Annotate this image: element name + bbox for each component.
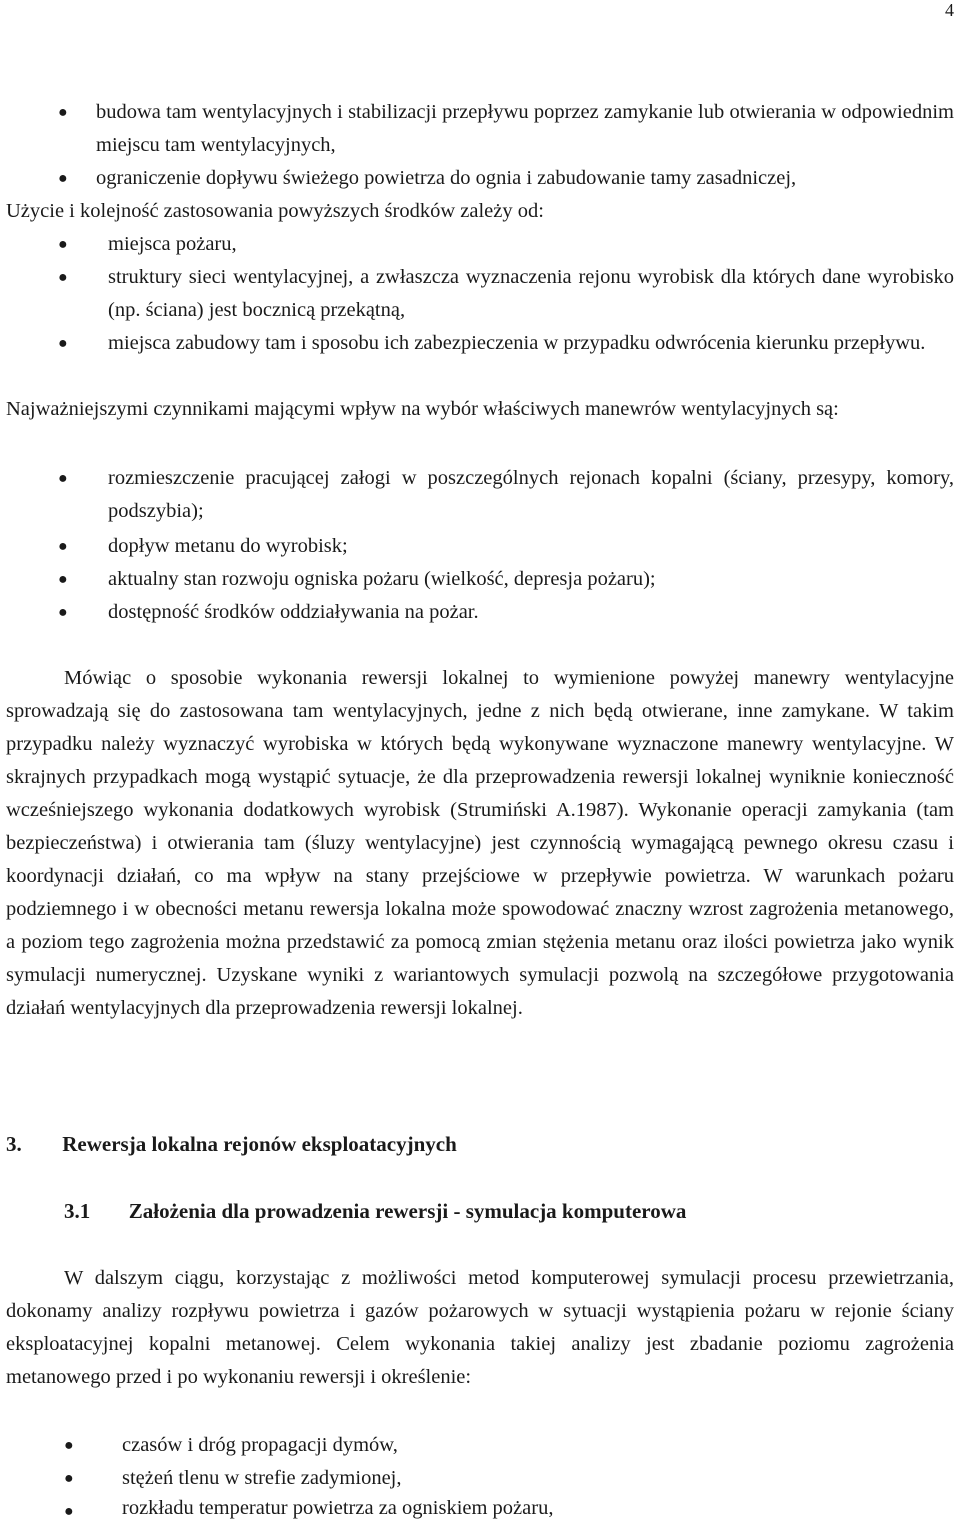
section-title: Założenia dla prowadzenia rewersji - symulacja komputerowa: [128, 1199, 687, 1223]
list-item: ograniczenie dopływu świeżego powietrza do ognia i zabudowanie tamy zasadniczej,: [96, 167, 797, 189]
list-item: struktury sieci wentylacyjnej, a zwłaszcza wyznaczenia rejonu wyrobisk dla których dane wyrobisko (np. ściana) jest bocznicą przekątną,: [108, 266, 954, 321]
bullet-icon: ●: [58, 470, 68, 487]
bullet-icon: ●: [58, 170, 68, 187]
list-item: miejsca zabudowy tam i sposobu ich zabezpieczenia w przypadku odwrócenia kierunku przepływu.: [108, 332, 926, 354]
page-number: 4: [945, 0, 954, 20]
bullet-icon: ●: [58, 571, 68, 588]
list-item: czasów i dróg propagacji dymów,: [122, 1434, 398, 1456]
list-item: rozkładu temperatur powietrza za ogniskiem pożaru,: [122, 1497, 554, 1519]
paragraph-main: Mówiąc o sposobie wykonania rewersji lokalnej to wymienione powyżej manewry wentylacyjne sprowadzają się do zastosowana tam wentylacyjnych, jedne z nich będą otwierane, inne zamykane. W takim przypadku należy wyznaczyć wyrobiska w których będą wykonywane wyznaczone manewry wentylacyjne. W skrajnych przypadkach mogą wystąpić sytuacje, że dla przeprowadzenia rewersji lokalnej wyniknie konieczność wcześniejszego wykonania dodatkowych wyrobisk (Strumiński A.1987). Wykonanie operacji zamykania (tam bezpieczeństwa) i otwierania tam (śluzy wentylacyjne) jest czynnością wymagającą pewnego okresu czasu i koordynacji działań, co ma wpływ na stany przejściowe w przepływie powietrza. W warunkach pożaru podziemnego i w obecności metanu rewersja lokalna może spowodować znaczny wzrost zagrożenia metanowego, a poziom tego zagrożenia można przedstawić za pomocą zmian stężenia metanu oraz ilości powietrza jako wynik symulacji numerycznej. Uzyskane wyniki z wariantowych symulacji pozwolą na szczegółowe przygotowania działań wentylacyjnych dla przeprowadzenia rewersji lokalnej.: [6, 667, 954, 1019]
section-heading-3-1: [64, 1195, 686, 1228]
list-item: dostępność środków oddziaływania na pożar.: [108, 601, 479, 623]
list-item: budowa tam wentylacyjnych i stabilizacji przepływu poprzez zamykanie lub otwierania w odpowiednim miejscu tam wentylacyjnych,: [96, 101, 954, 156]
section-title: Rewersja lokalna rejonów eksploatacyjnych: [62, 1132, 457, 1156]
paragraph-factors: Najważniejszymi czynnikami mającymi wpływ na wybór właściwych manewrów wentylacyjnych są:: [6, 398, 839, 420]
list-item: aktualny stan rozwoju ogniska pożaru (wielkość, depresja pożaru);: [108, 568, 656, 590]
paragraph-usage: Użycie i kolejność zastosowania powyższych środków zależy od:: [6, 200, 544, 222]
list-item: rozmieszczenie pracującej załogi w poszczególnych rejonach kopalni (ściany, przesypy, komory, podszybia);: [108, 467, 954, 522]
section-number: 3.1: [64, 1199, 91, 1223]
bullet-icon: ●: [58, 104, 68, 121]
list-item: stężeń tlenu w strefie zadymionej,: [122, 1467, 402, 1489]
bullet-icon: ●: [64, 1503, 74, 1520]
bullet-icon: ●: [64, 1437, 74, 1454]
section-number: 3.: [6, 1132, 22, 1156]
bullet-icon: ●: [58, 538, 68, 555]
bullet-icon: ●: [58, 269, 68, 286]
section-heading-3: [6, 1128, 457, 1161]
list-item: miejsca pożaru,: [108, 233, 237, 255]
bullet-icon: ●: [58, 335, 68, 352]
list-item: dopływ metanu do wyrobisk;: [108, 535, 348, 557]
bullet-icon: ●: [58, 236, 68, 253]
bullet-icon: ●: [64, 1470, 74, 1487]
paragraph-simulation: W dalszym ciągu, korzystając z możliwości metod komputerowej symulacji procesu przewietrzania, dokonamy analizy rozpływu powietrza i gazów pożarowych w sytuacji wystąpienia pożaru w rejonie ściany eksploatacyjnej kopalni metanowej. Celem wykonania takiej analizy jest zbadanie poziomu zagrożenia metanowego przed i po wykonaniu rewersji i określenie:: [6, 1267, 954, 1388]
bullet-icon: ●: [58, 604, 68, 621]
